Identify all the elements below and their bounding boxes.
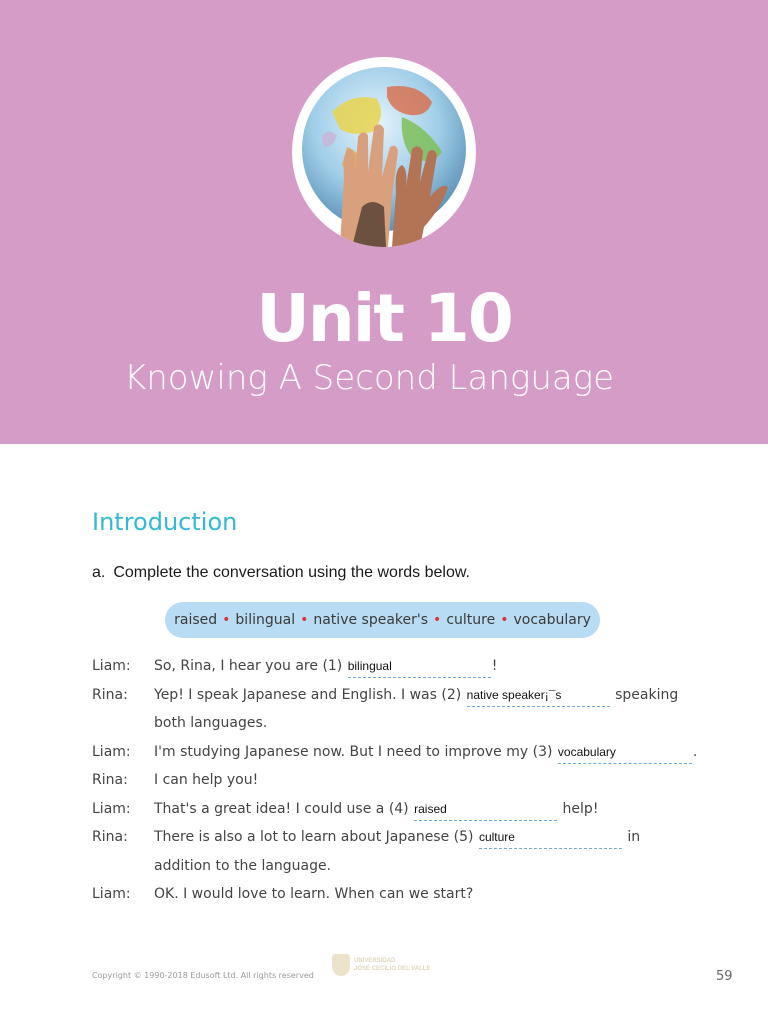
answer-text: bilingual — [347, 659, 392, 673]
separator-dot-icon: • — [300, 612, 309, 628]
answer-text: vocabulary — [557, 744, 616, 759]
dialogue-line — [92, 768, 732, 797]
dialogue-text — [154, 654, 497, 678]
answer-blank[interactable] — [348, 658, 491, 678]
word-bank-item: bilingual — [235, 612, 296, 628]
copyright-notice: Copyright © 1990-2018 Edusoft Ltd. All rights reserved — [92, 971, 314, 980]
unit-title: Unit 10 — [256, 280, 512, 357]
text-after-blank: . — [692, 743, 698, 760]
text-before-blank: That's a great idea! I could use a (4) — [154, 800, 414, 817]
speaker-label: Liam: — [92, 658, 131, 674]
dialogue-text — [154, 711, 267, 735]
speaker-label: Liam: — [92, 743, 131, 760]
logo-line-1: UNIVERSIDAD — [354, 958, 396, 964]
word-bank-item: raised — [174, 612, 218, 628]
speaker-label: Liam: — [92, 886, 131, 902]
answer-text: raised — [414, 801, 447, 816]
text-before-blank: addition to the language. — [154, 857, 332, 874]
text-before-blank: OK. I would love to learn. When can we start? — [154, 886, 474, 902]
logo-line-2: JOSÉ CECILIO DEL VALLE — [354, 966, 431, 972]
answer-blank[interactable] — [467, 687, 610, 707]
word-bank — [165, 602, 600, 638]
text-after-blank: help! — [558, 800, 599, 817]
text-before-blank: I'm studying Japanese now. But I need to improve my (3) — [154, 743, 557, 760]
speaker-label: Rina: — [92, 829, 128, 845]
instruction-letter: a. — [92, 564, 106, 581]
answer-text: native speaker¡¯s — [466, 687, 562, 702]
text-before-blank: There is also a lot to learn about Japanese (5) — [154, 829, 478, 845]
dialogue-line — [92, 882, 732, 911]
text-after-blank: ! — [491, 658, 498, 674]
dialogue-text — [154, 768, 258, 792]
separator-dot-icon: • — [500, 612, 509, 628]
answer-text: culture — [478, 830, 515, 844]
page-number: 59 — [716, 969, 733, 984]
dialogue-line — [92, 854, 732, 883]
dialogue-line — [92, 825, 732, 854]
university-logo — [332, 946, 436, 984]
dialogue-text — [154, 825, 640, 849]
text-before-blank: both languages. — [154, 715, 268, 731]
word-bank-item: vocabulary — [513, 612, 591, 628]
dialogue-text — [154, 882, 473, 906]
dialogue-line — [92, 711, 732, 740]
dialogue-line — [92, 797, 732, 826]
dialogue-text — [154, 740, 697, 764]
dialogue-line — [92, 654, 732, 683]
unit-banner — [0, 0, 768, 444]
speaker-label: Rina: — [92, 686, 128, 703]
answer-blank[interactable] — [479, 829, 622, 849]
answer-blank[interactable] — [558, 744, 692, 764]
dialogue-line — [92, 740, 732, 769]
dialogue-text — [154, 797, 598, 821]
text-before-blank: So, Rina, I hear you are (1) — [154, 658, 347, 674]
dialogue-line — [92, 683, 732, 712]
separator-dot-icon: • — [433, 612, 442, 628]
text-after-blank: in — [622, 829, 641, 845]
text-before-blank: Yep! I speak Japanese and English. I was (2) — [154, 686, 466, 703]
separator-dot-icon: • — [222, 612, 231, 628]
globe-icon — [292, 57, 476, 247]
word-bank-item: native speaker's — [313, 612, 429, 628]
globe-hands-image — [292, 57, 476, 247]
unit-subtitle: Knowing A Second Language — [123, 358, 615, 398]
speaker-label: Rina: — [92, 772, 128, 788]
instruction-text: Complete the conversation using the words below. — [113, 564, 470, 581]
section-heading: Introduction — [92, 508, 238, 536]
answer-blank[interactable] — [414, 801, 557, 821]
instruction — [92, 564, 470, 582]
university-shield-icon — [332, 954, 350, 976]
text-before-blank: I can help you! — [154, 772, 259, 788]
dialogue-text — [154, 683, 678, 707]
text-after-blank: speaking — [610, 686, 679, 703]
word-bank-item: culture — [446, 612, 496, 628]
conversation — [92, 654, 732, 911]
dialogue-text — [154, 854, 331, 878]
speaker-label: Liam: — [92, 800, 131, 817]
